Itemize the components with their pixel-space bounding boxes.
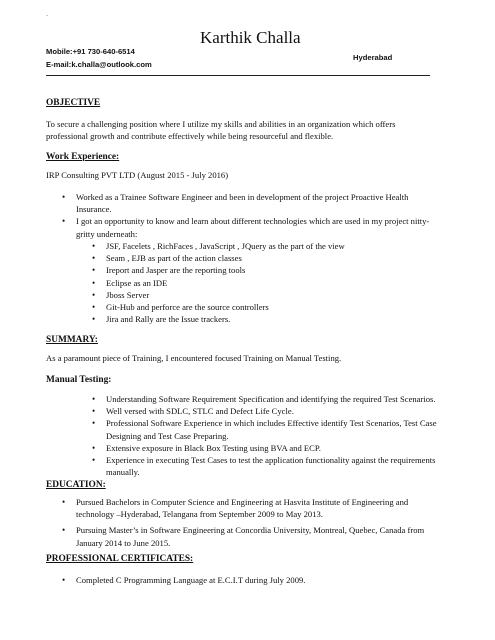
list-item: • Ireport and Jasper are the reporting tools	[106, 264, 456, 276]
objective-heading: OBJECTIVE	[46, 98, 101, 108]
objective-line: To secure a challenging position where I utilize my skills and abilities in an organization which offers	[46, 119, 396, 129]
list-item: • Worked as a Trainee Software Engineer and been in development of the project Proactive Health Insurance.	[76, 191, 460, 215]
work-heading: Work Experience:	[46, 152, 120, 162]
list-item: • Jboss Server	[106, 289, 456, 301]
tech-list	[106, 240, 456, 325]
list-item: • JSF, Facelets , RichFaces , JavaScript , JQuery as the part of the view	[106, 240, 456, 252]
header-divider	[46, 75, 430, 76]
objective-line: professional growth and contribute effectively while being resourceful and flexible.	[46, 131, 334, 142]
certificates-heading: PROFESSIONAL CERTIFICATES:	[46, 554, 194, 564]
list-item: • Well versed with SDLC, STLC and Defect Life Cycle.	[106, 405, 456, 417]
objective-text	[46, 118, 456, 142]
list-item: • Git-Hub and perforce are the source controllers	[106, 301, 456, 313]
mobile-line: Mobile:+91 730-640-6514	[46, 47, 135, 56]
stray-mark: `	[46, 14, 49, 22]
location: Hyderabad	[353, 53, 393, 62]
list-item: • Jira and Rally are the Issue trackers.	[106, 313, 456, 325]
manual-list	[106, 393, 456, 478]
list-item: • Extensive exposure in Black Box Testing using BVA and ECP.	[106, 442, 456, 454]
work-bullets	[76, 191, 460, 240]
list-item: • Pursued Bachelors in Computer Science and Engineering at Hasvita Institute of Engineering and technology –Hyderabad, Telangana from September 2009 to May 2013.	[76, 496, 460, 520]
list-item: • Pursuing Master’s in Software Engineering at Concordia University, Montreal, Quebec, Canada from January 2014 to June 2015.	[76, 524, 460, 548]
list-item: • Seam , EJB as part of the action classes	[106, 252, 456, 264]
summary-heading: SUMMARY:	[46, 335, 98, 345]
summary-text: As a paramount piece of Training, I encountered focused Training on Manual Testing.	[46, 353, 342, 363]
list-item: • Completed C Programming Language at E.C.I.T during July 2009.	[76, 574, 460, 586]
list-item: • Experience in executing Test Cases to test the application functionality against the requirements manually.	[106, 454, 456, 478]
work-company: IRP Consulting PVT LTD (August 2015 - July 2016)	[46, 170, 229, 180]
education-heading: EDUCATION:	[46, 480, 106, 490]
email-line: E-mail:k.challa@outlook.com	[46, 60, 152, 69]
certificates-list	[76, 574, 460, 586]
list-item: • Understanding Software Requirement Specification and identifying the required Test Scenarios.	[106, 393, 456, 405]
education-list	[76, 496, 460, 549]
list-item: • Eclipse as an IDE	[106, 277, 456, 289]
manual-heading: Manual Testing:	[46, 375, 112, 385]
list-item: • Professional Software Experience in which includes Effective identify Test Scenarios, Test Case Designing and Test Case Preparing.	[106, 417, 456, 441]
candidate-name: Karthik Challa	[200, 28, 301, 47]
list-item: • I got an opportunity to know and learn about different technologies which are used in my project nitty- gritty underneath:	[76, 215, 460, 239]
